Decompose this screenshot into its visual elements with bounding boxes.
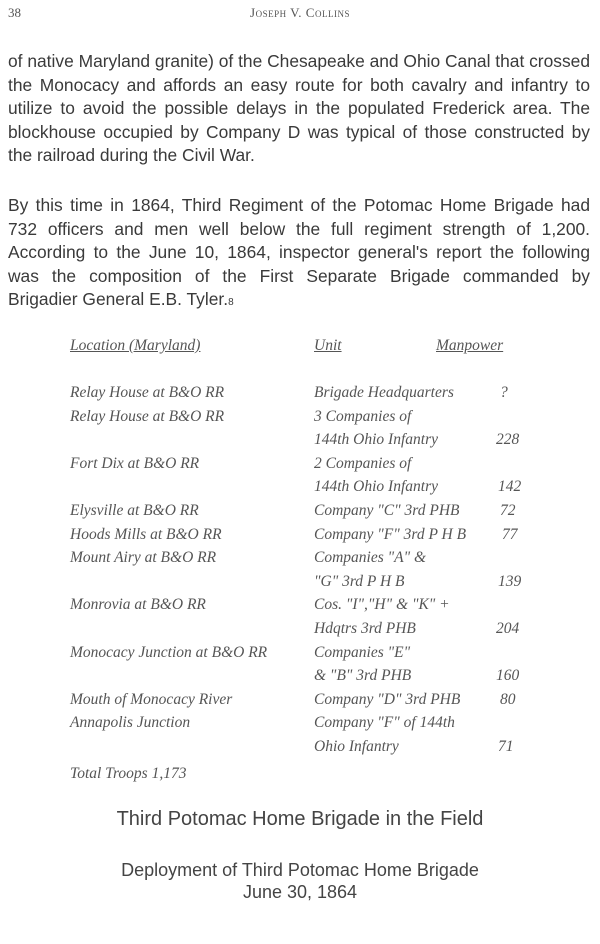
header-location: Location (Maryland) <box>70 337 201 354</box>
row-location: Relay House at B&O RR <box>70 407 225 425</box>
table-row <box>70 431 540 455</box>
row-unit: 144th Ohio Infantry <box>314 431 438 449</box>
table-row <box>70 644 540 668</box>
row-location: Mount Airy at B&O RR <box>70 549 217 567</box>
table-row <box>70 620 540 644</box>
row-manpower: 72 <box>500 501 516 519</box>
row-unit: & "B" 3rd PHB <box>314 667 412 685</box>
row-unit: Companies "A" & <box>314 549 427 567</box>
row-location: Hoods Mills at B&O RR <box>70 525 222 543</box>
table-row <box>70 691 540 715</box>
row-location: Elysville at B&O RR <box>70 501 199 519</box>
row-location: Annapolis Junction <box>70 714 191 732</box>
row-manpower: 204 <box>496 619 520 637</box>
table-row <box>70 714 540 738</box>
table-row <box>70 526 540 550</box>
row-unit: 144th Ohio Infantry <box>314 478 438 496</box>
row-manpower: 71 <box>498 737 514 755</box>
header-manpower: Manpower <box>436 337 504 354</box>
table-row <box>70 408 540 432</box>
page-number: 38 <box>8 5 21 20</box>
row-manpower: 228 <box>496 431 520 449</box>
row-unit: Cos. "I","H" & "K" + <box>314 596 450 614</box>
footnote-ref: 8 <box>228 297 234 309</box>
row-manpower: ? <box>500 384 508 401</box>
figure-title <box>0 859 600 903</box>
brigade-composition-table <box>70 337 540 782</box>
row-location: Relay House at B&O RR <box>70 384 225 401</box>
table-header-row <box>70 337 540 361</box>
row-unit: "G" 3rd P H B <box>314 572 405 590</box>
table-rows <box>70 384 540 762</box>
row-unit: Company "F" 3rd P H B <box>314 525 467 543</box>
section-title: Third Potomac Home Brigade in the Field <box>116 808 484 830</box>
table-row <box>70 573 540 597</box>
table-row <box>70 478 540 502</box>
table-row <box>70 596 540 620</box>
table-row <box>70 502 540 526</box>
row-unit: 2 Companies of <box>314 454 412 472</box>
row-manpower: 142 <box>498 478 522 496</box>
row-unit: Company "F" of 144th <box>314 714 455 732</box>
row-manpower: 139 <box>498 572 522 590</box>
row-manpower: 77 <box>502 525 518 543</box>
body-paragraph-2 <box>8 194 590 315</box>
row-unit: Brigade Headquarters <box>314 384 454 401</box>
row-unit: Companies "E" <box>314 643 411 661</box>
row-unit: Company "C" 3rd PHB <box>314 501 460 519</box>
row-location: Mouth of Monocacy River <box>70 690 233 708</box>
row-location: Fort Dix at B&O RR <box>70 454 200 472</box>
body-paragraph-2-text: By this time in 1864, Third Regiment of the Potomac Home Brigade had 732 officers and men well below the full regiment strength of 1,200. According to the June 10, 1864, inspector general's report the following was the composition of the First Separate Brigade commanded by Brigadier General E.B. Tyler. <box>8 195 590 310</box>
table-row <box>70 738 540 762</box>
row-location: Monocacy Junction at B&O RR <box>70 643 268 661</box>
header-unit: Unit <box>314 337 342 354</box>
page-header <box>8 5 592 25</box>
row-unit: Ohio Infantry <box>314 737 399 755</box>
table-row <box>70 384 540 408</box>
row-location: Monrovia at B&O RR <box>70 596 206 614</box>
row-manpower: 80 <box>500 690 516 708</box>
table-row <box>70 667 540 691</box>
row-unit: Company "D" 3rd PHB <box>314 690 461 708</box>
body-paragraph-1: of native Maryland granite) of the Chesapeake and Ohio Canal that crossed the Monocacy and affords an easy route for both cavalry and infantry to utilize to avoid the possible delays in the populated Frederick area. The blockhouse occupied by Company D was typical of those constructed by the railroad during the Civil War. <box>8 51 590 166</box>
row-manpower: 160 <box>496 667 520 685</box>
row-unit: Hdqtrs 3rd PHB <box>314 619 416 637</box>
running-head: Joseph V. Collins <box>250 5 350 20</box>
table-total: Total Troops 1,173 <box>70 765 187 782</box>
figure-title-line-2: June 30, 1864 <box>242 882 358 902</box>
figure-title-line-1: Deployment of Third Potomac Home Brigade <box>121 860 479 880</box>
row-unit: 3 Companies of <box>314 407 412 425</box>
table-row <box>70 549 540 573</box>
table-row <box>70 455 540 479</box>
